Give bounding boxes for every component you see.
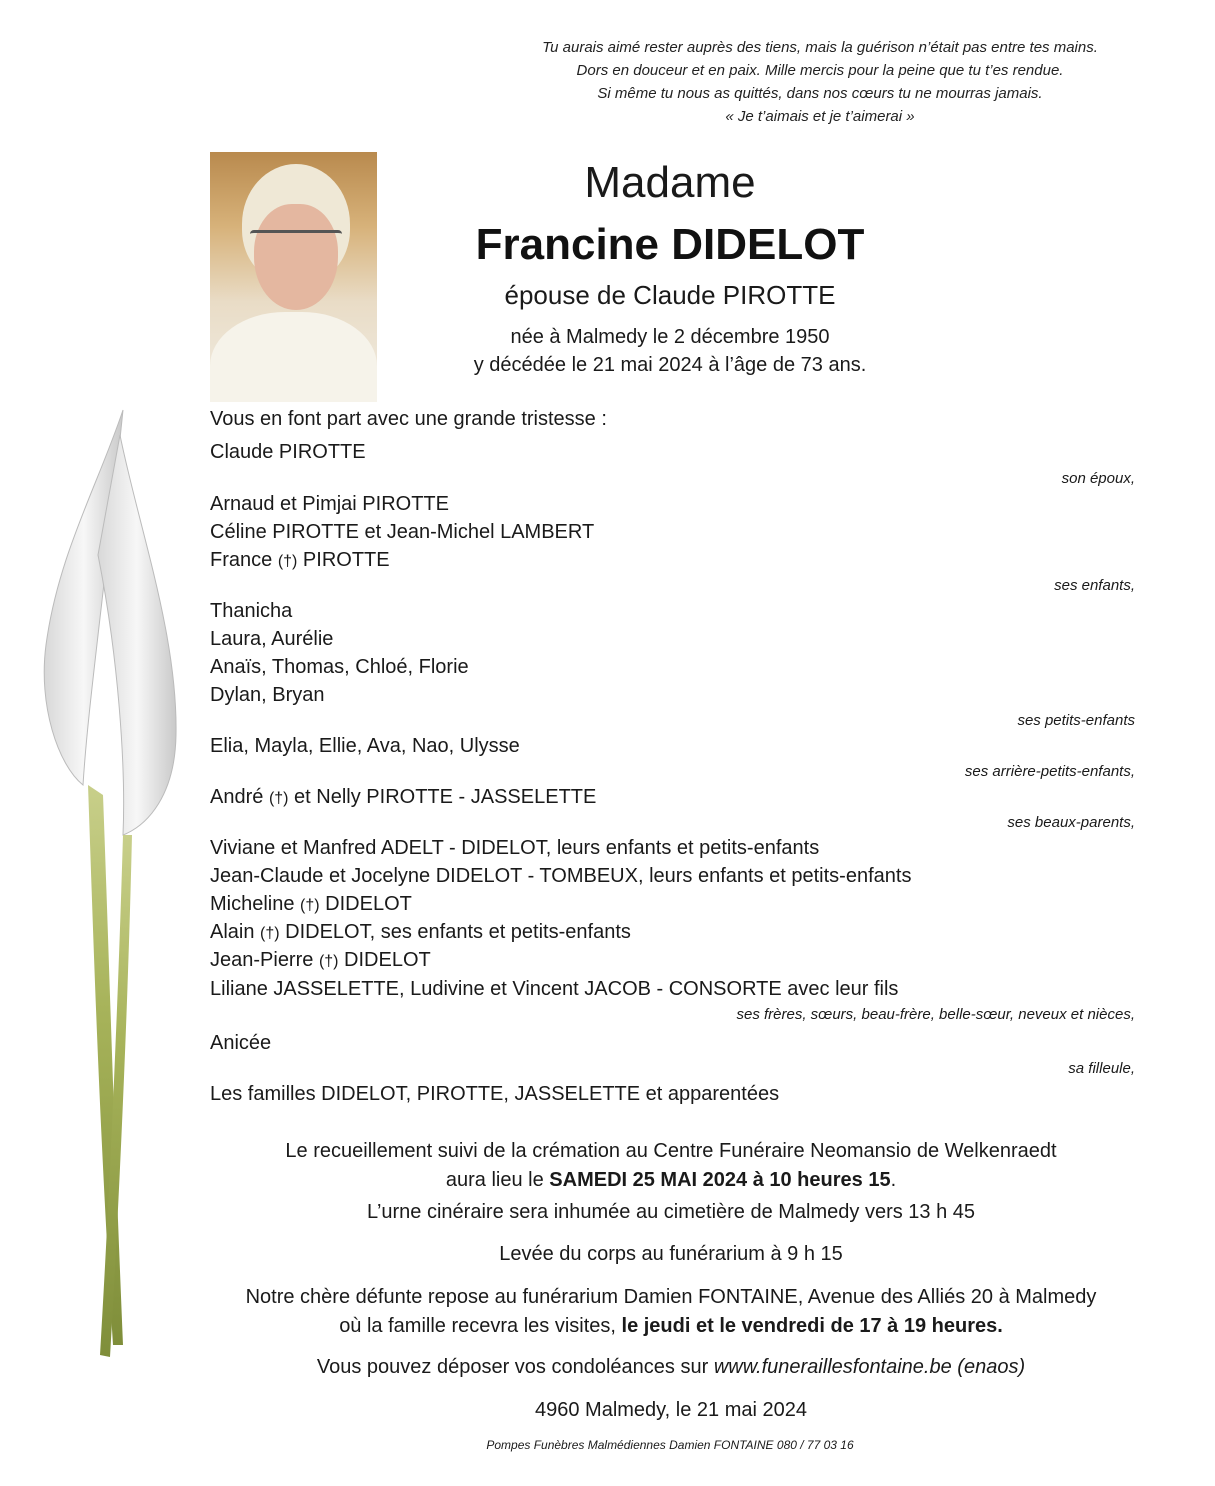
family-member: Micheline (†) DIDELOT	[210, 893, 412, 915]
relation-label: son époux,	[1061, 470, 1135, 487]
urn-line: L’urne cinéraire sera inhumée au cimetière de Malmedy vers 13 h 45	[366, 1201, 976, 1223]
family-member: Alain (†) DIDELOT, ses enfants et petits-enfants	[210, 921, 631, 943]
honorific: Madame	[584, 158, 756, 207]
poem-line: Si même tu nous as quittés, dans nos cœurs tu ne mourras jamais.	[597, 85, 1043, 102]
relation-label: ses petits-enfants	[1017, 712, 1135, 729]
poem-line: Dors en douceur et en paix. Mille mercis pour la peine que tu t’es rendue.	[576, 62, 1064, 79]
relation-label: ses beaux-parents,	[1007, 814, 1135, 831]
ceremony-info	[180, 1140, 1162, 1430]
birth-death-info	[420, 323, 920, 379]
family-member: Dylan, Bryan	[210, 684, 325, 706]
levee-line: Levée du corps au funérarium à 9 h 15	[499, 1243, 843, 1265]
visit-hours: le jeudi et le vendredi de 17 à 19 heures.	[621, 1315, 1003, 1337]
deceased-marker: (†)	[300, 897, 320, 914]
footer-funeral-home: Pompes Funèbres Malmédiennes Damien FONTAINE 080 / 77 03 16	[486, 1438, 854, 1452]
relation-label: ses frères, sœurs, beau-frère, belle-sœur, neveux et nièces,	[736, 1006, 1135, 1023]
family-member: Anicée	[210, 1032, 272, 1054]
ceremony-date-line: aura lieu le SAMEDI 25 MAI 2024 à 10 heures 15.	[445, 1169, 897, 1191]
spouse-line: épouse de Claude PIROTTE	[504, 280, 836, 310]
ceremony-line: Le recueillement suivi de la crémation au Centre Funéraire Neomansio de Welkenraedt	[285, 1140, 1057, 1162]
family-member: Anaïs, Thomas, Chloé, Florie	[210, 656, 469, 678]
family-member: Thanicha	[210, 600, 293, 622]
visits-line: où la famille recevra les visites, le jeudi et le vendredi de 17 à 19 heures.	[339, 1315, 1003, 1337]
death-line: y décédée le 21 mai 2024 à l’âge de 73 ans.	[473, 354, 867, 376]
families-line: Les familles DIDELOT, PIROTTE, JASSELETTE et apparentées	[210, 1083, 780, 1105]
relation-label: sa filleule,	[1068, 1060, 1135, 1077]
relation-label: ses enfants,	[1054, 577, 1135, 594]
poem-line: « Je t’aimais et je t’aimerai »	[725, 108, 915, 125]
place-date: 4960 Malmedy, le 21 mai 2024	[534, 1399, 807, 1421]
ceremony-date: SAMEDI 25 MAI 2024 à 10 heures 15	[549, 1169, 891, 1191]
calla-lily-decoration	[28, 405, 198, 1395]
deceased-marker: (†)	[260, 925, 280, 942]
birth-line: née à Malmedy le 2 décembre 1950	[510, 326, 830, 348]
family-list	[210, 408, 1135, 1108]
condolences-link[interactable]: www.funeraillesfontaine.be (enaos)	[713, 1356, 1026, 1378]
poem-line: Tu aurais aimé rester auprès des tiens, mais la guérison n’était pas entre tes mains.	[542, 39, 1098, 56]
repose-line: Notre chère défunte repose au funérarium Damien FONTAINE, Avenue des Alliés 20 à Malmedy	[245, 1286, 1097, 1308]
relation-label: ses arrière-petits-enfants,	[964, 763, 1135, 780]
announcement: Vous en font part avec une grande tristesse :	[210, 408, 607, 430]
family-member: Elia, Mayla, Ellie, Ava, Nao, Ulysse	[210, 735, 520, 757]
portrait-photo	[210, 152, 377, 402]
family-member: Jean-Pierre (†) DIDELOT	[210, 949, 431, 971]
deceased-marker: (†)	[268, 790, 289, 807]
family-member: André (†) et Nelly PIROTTE - JASSELETTE	[210, 786, 597, 808]
family-member: Laura, Aurélie	[210, 628, 334, 650]
poem	[420, 36, 1215, 128]
deceased-marker: (†)	[318, 953, 339, 970]
spouse-name: Claude PIROTTE	[210, 441, 366, 463]
family-member: Liliane JASSELETTE, Ludivine et Vincent JACOB - CONSORTE avec leur fils	[210, 978, 899, 1000]
deceased-marker: (†)	[277, 553, 298, 570]
family-member: Céline PIROTTE et Jean-Michel LAMBERT	[210, 521, 595, 543]
condolences-line: Vous pouvez déposer vos condoléances sur www.funeraillesfontaine.be (enaos)	[316, 1356, 1026, 1378]
family-member: Viviane et Manfred ADELT - DIDELOT, leurs enfants et petits-enfants	[210, 837, 820, 859]
family-member: Jean-Claude et Jocelyne DIDELOT - TOMBEUX, leurs enfants et petits-enfants	[210, 865, 912, 887]
family-member: Arnaud et Pimjai PIROTTE	[210, 493, 449, 515]
family-member: France (†) PIROTTE	[210, 549, 390, 571]
deceased-name: Francine DIDELOT	[475, 220, 865, 269]
